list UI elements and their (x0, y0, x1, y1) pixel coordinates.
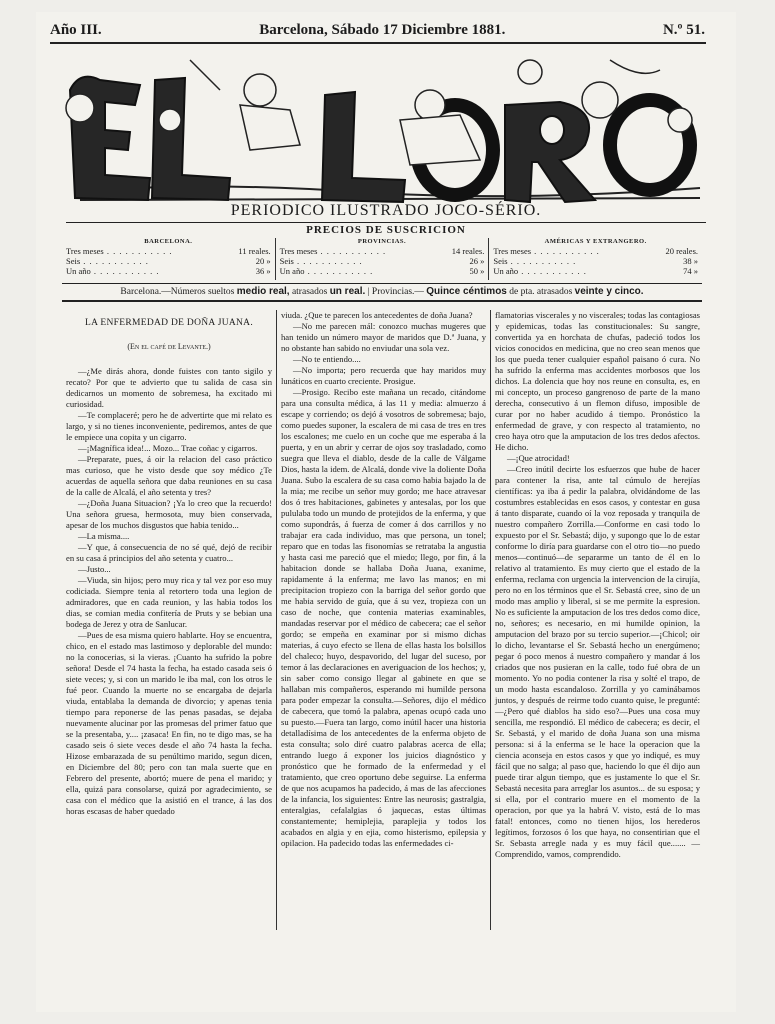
price-value: 38 » (683, 256, 699, 266)
notice-barcelona-prefix: Barcelona.—Números sueltos (120, 287, 235, 297)
dateline-rule (50, 42, 706, 44)
article-column-3 (490, 310, 704, 930)
region-name: PROVINCIAS. (357, 238, 407, 245)
subtitle-rule (66, 222, 706, 223)
price-label: Un año . . . (66, 266, 160, 276)
price-row (66, 246, 271, 256)
paragraph: —No me parecen mál: conozco muchas mugeres que han tenido un número mayor de maridos que D.ª Juana, y no obstante han sabido no enviudar una sola vez. (281, 321, 486, 353)
paragraph: —Justo... (78, 564, 111, 574)
price-label: Seis . . . (280, 256, 363, 266)
paragraph: —Y que, á consecuencia de no sé qué, dejó de recibir en su casa á principios del año setenta y cuatro... (66, 542, 272, 563)
masthead-art (60, 50, 710, 205)
paragraph: —Preparate, pues, á oir la relacion del caso práctico mas curioso, que he visto desde que soy médico ¿Te acuerdas de aquella señora que daba reuniones en su casa de la calle de Alcalá, el año setenta y tres? (66, 454, 272, 497)
price-value: 20 » (255, 256, 271, 266)
paragraph: flamatorias viscerales y no viscerales; todas las contagiosas y epidemicas, todas las constitucionales: Su sangre, convertida ya en horchata de chufas, padeció todos los vicios conocidos en medicina, que no creo sean menos que los que pueda tener cualquier español paisano ó cura. No ha sufrido la enferma mas accidentes morbosos que los dichos. La dolencia que hoy nos reune en consulta, es, en mi concepto, un proceso gangrenoso de parte de la mano derecha, consecutivo á un flemon difuso, imposible de curar por no haber acudido á tiempo. Pronóstico la enfermedad de grave, y con respecto al tratamiento, no creo haya otro que la amputacion de los tres dedos afectos. He dicho. (495, 310, 700, 452)
paragraph: —¡Que atrocidad! (507, 453, 570, 463)
masthead-illustration (60, 50, 710, 205)
single-issue-notice (62, 286, 702, 297)
notice-barcelona-price: medio real, (236, 286, 290, 297)
notice-bottom-rule (62, 300, 702, 302)
price-label: Tres meses . . . (280, 246, 386, 256)
notice-barcelona-mid: atrasados (291, 287, 328, 297)
paragraph: —No importa; pero recuerda que hay maridos muy lunáticos en cuarto creciente. Prosigue. (281, 365, 486, 386)
masthead-letter-r (505, 102, 595, 202)
price-value: 26 » (469, 256, 485, 266)
article-title: LA ENFERMEDAD DE DOÑA JUANA. (84, 318, 254, 328)
price-row (493, 266, 698, 276)
paragraph: —Viuda, sin hijos; pero muy rica y tal vez por eso muy codiciada. Siempre tenia al retortero toda una legion de admiradores, que en cada reunion, y las habia todos los dias, se comian media confitería de Pruts y se bebian una bodega de Jerez y otra de Sanlucar. (66, 575, 272, 629)
price-label: Un año . . . (493, 266, 587, 276)
subscription-region (276, 238, 490, 280)
notice-provincias-mid: de pta. atrasados (509, 287, 573, 297)
notice-provincias-price: Quince céntimos (426, 286, 507, 297)
paragraph: —¡Magnífica idea!... Mozo... Trae coñac y cigarros. (78, 443, 258, 453)
price-value: 74 » (683, 266, 699, 276)
price-row (280, 246, 485, 256)
issue-year: Año III. (50, 21, 102, 38)
paragraph: —La misma.... (78, 531, 130, 541)
price-value: 20 reales. (665, 246, 699, 256)
notice-provincias-back: veinte y cinco. (574, 286, 644, 297)
price-row (66, 266, 271, 276)
price-row (66, 256, 271, 266)
region-name: BARCELONA. (144, 238, 193, 245)
price-value: 50 » (469, 266, 485, 276)
paragraph: —Pues de esa misma quiero hablarte. Hoy se encuentra, chico, en el estado mas lastimoso y deplorable del mundo: no la conocerias, si la vieras. ¡Cuanto ha sufrido la pobre señora! Desde el 74 hasta la fecha, ha estado casada seis ó siete veces; y, si con un marido le iba mal, con los otros le fué peor. Cuando la muerte no se encargaba de dejarla viuda, entablaba la demanda de divorcio; y apenas tenia tiempo para reponerse de las penas pasadas, se dejaba nuevamente alucinar por las promesas del primer fatuo que se la presentaba, y.... ¡zasaca! En fin, no te digo mas, se ha casado seis ó siete veces desde el año 74 hasta la fecha. Hizose embarazada de su penúltimo marido, segun dicen, en Diciembre del 80; pero con tan mala suerte que en Febrero del presente, abortó; muere de pena el marido; y ella, quizá para consolarse, quizá por agradecimiento, se casa con el médico que la asistió en el trance, á las dos horas escasas de haber quedado (66, 630, 272, 816)
price-value: 11 reales. (238, 246, 271, 256)
subscription-region (489, 238, 702, 280)
issue-number: N.º 51. (662, 21, 705, 38)
masthead-letter-l2 (322, 92, 405, 202)
article-column-1 (62, 310, 276, 930)
masthead-letter-l1 (152, 78, 230, 200)
subscription-heading: PRECIOS DE SUSCRICION (306, 224, 466, 236)
article-subtitle: (En el café de Levante.) (127, 342, 211, 351)
paragraph: —¿Doña Juana Situacion? ¡Ya lo creo que la recuerdo! Una señora gruesa, hermosota, muy bien conservada, apesar de los muchos disgustos que habia tenido... (66, 498, 272, 530)
dateline (50, 20, 705, 40)
paragraph: —¿Me dirás ahora, donde fuistes con tanto sigilo y recato? Por que te advierto que tu salida de casa sin dedicarnos un momento de sobremesa, ha excitado mi curiosidad. (66, 366, 272, 409)
paragraph: —Prosigo. Recibo este mañana un recado, citándome para una consulta médica, á las 11 y media: almuerzo á escape y corriendo; os dejó á vosotros de sobremesa; bajo, como puedes suponer, la escalera de mi casa de tres en tres los escalones; me cuelo en un coche que me esperaba á la puerta, y en un abrir y cerrar de ojos soy trasladado, como suegra que lleva el diablo, desde de la calle de Válgame Dios, hasta la idem. de Alcalá, donde vive la doliente Doña Juana. Subo la escalera de su casa como habia bajado la de la mia; me recibe un señor muy gordo; me hace atravesar dos ó tres habitaciones, gabinetes y antesalas, por los que pululaba todo un mundo de protejidos de la enferma, y que como supondrás, á fuerza de comer á dos carrillos y no trabajar era cada individuo, mas que persona, un tonel; reparo que en todas las fisonomías se retrataba la angustia y hasta casi me pareció que el miedo; llego, por fin, á la habitacion donde se hallaba Doña Juana, exanime, rapidamente á la enferma; me lavo las manos; en mi precipitacion tropiezo con la barriga del señor gordo que me habia servido de guía, que á su vez, tropieza con un caso de noche, que contenia materias examinables, mandadas reservar por el médico de cabecera; cae el señor gordo; se empeña en examinar por si mismo dichas materias, á cuyo efecto se llena de ellas hasta los bolsillos del chaleco; huyo, despavorido, del lugar del suceso, por temor á las declaraciones en averiguacion de los hechos; y, sin saber como consigo llegar al gabinete en que se hallaban mis compañeros, esperando mi humilde persona para poder empezar la consulta.—Señores, dijo el médico de cabecera, que tomó la palabra, apenas ocupó cada uno su puesto.—Fuera tan largo, como inútil hacer una historia detalladísima de los antecedentes de la enferma objeto de esta consulta; solo diré cuatro palabras acerca de ella; entrando luego á exponer los juicios diagnóstico y pronóstico que he formado de la enfermedad y el tratamiento, que creo oportuno debe seguirse. La enferma de que nos acupamos ha padecido, á mas de las afecciones de la infancia, los siguientes: Entre las neurosis; gastralgia, enteralgias, cefalalgias ó jaquecas, estas últimas constantemente; hemiplejia, paraplejia y todos los acabados en algia y en ejia, como histerismo, epilepsia y opilacion. Ha padecido todas las enfermedades ci- (281, 387, 486, 848)
subscription-region (62, 238, 276, 280)
price-value: 14 reales. (451, 246, 485, 256)
region-name: AMÉRICAS Y EXTRANGERO. (544, 238, 647, 245)
paragraph: —No te entiendo.... (293, 354, 361, 364)
price-row (493, 246, 698, 256)
price-label: Tres meses . . . (493, 246, 599, 256)
price-value: 36 » (255, 266, 271, 276)
masthead-subtitle: PERIODICO ILUSTRADO JOCO-SÉRIO. (230, 202, 542, 219)
paragraph: viuda. ¿Que te parecen los antecedentes de doña Juana? (281, 310, 473, 320)
notice-provincias-prefix: | Provincias.— (367, 287, 424, 297)
article-column-2 (276, 310, 490, 930)
issue-date: Barcelona, Sábado 17 Diciembre 1881. (259, 21, 506, 38)
price-row (280, 266, 485, 276)
price-label: Seis . . . (66, 256, 149, 266)
subscription-table (62, 238, 702, 280)
price-row (493, 256, 698, 266)
article-columns (62, 310, 706, 930)
price-label: Tres meses . . . (66, 246, 172, 256)
paragraph: —Creo inútil decirte los esfuerzos que hube de hacer para contener la risa, ante tal cúmulo de herejías científicas: ya iba á pedir la palabra, olvidándome de las costumbres establecidas en esos casos, y contestar en gusa á tanto disparate, cuando oí la voz reposada y tranquila de nuestro compañero Zorrilla.—Conforme en casi todo lo expuesto por el Sr. Sebastá; dijo, y supongo que lo de estar conforme lo diría para guardarse con el otro tio—no puedo menos—continuó—de separarme un tanto de él en lo relativo al tratamiento. Es muy cierto que el estado de la enferma, reclama con urgencia la intervencion de la cirujía, pero no en los términos que el Sr. Sebastá cree, sino de un modo mas amplio y liberal, si se me permite la espresion. No es suficiente la amputacion de los tres dedos como dice, no, señores; es necesario, en mi humilde opinion, la amputacion del brazo por su tercio superior.—¡Chicol; oir lo dicho, levantarse el Sr. Sebastá hecho un energúmeno; pegar ó poco menos á nuestro compañero y mandar á los criados que nos pusieran en la calle, todo fué obra de un momento. Yo no podia contener la risa y solté el trapo, de un modo hasta escandaloso. Zorrilla y yo caminábamos juntos, y después de reirme todo cuanto quise, le pregunté:—¿Pero qué diablos ha sido eso?—Pues una cosa muy sencilla, me respondió. El médico de cabecera; es decir, el Sr. Sebastá, y el marido de doña Juana son una misma persona: si á la enferma se le hace la operacion que la ciencia aconseja en estos casos y que yo indiqué, es muy fácil que no salga; al paso que, haciendo lo que él dijo aun puede tirar algun tiempo, que es justamente lo que el Sr. Sebastá necesita para arreglar los asuntos... de su esposa; y si ella, por el contrario muere en el momento de la operacion, por que ya la habrá V. visto, está de lo mas fatal! entonces, como no tienen hijos, los herederos legítimos, forzosos ó los que haya, no consentirian que el Sr. Sebasta arregle nada y es muy fácil que....... —Comprendido, vamos, comprendido. (495, 464, 700, 859)
price-row (280, 256, 485, 266)
price-label: Seis . . . (493, 256, 576, 266)
notice-barcelona-back: un real. (329, 286, 366, 297)
notice-top-rule (62, 283, 702, 284)
paragraph: —Te complaceré; pero he de advertirte que mi relato es largo, y si no tienes inconveniente, pediremos, antes de que le empiece una copita y un cigarro. (66, 410, 272, 442)
price-label: Un año . . . (280, 266, 374, 276)
